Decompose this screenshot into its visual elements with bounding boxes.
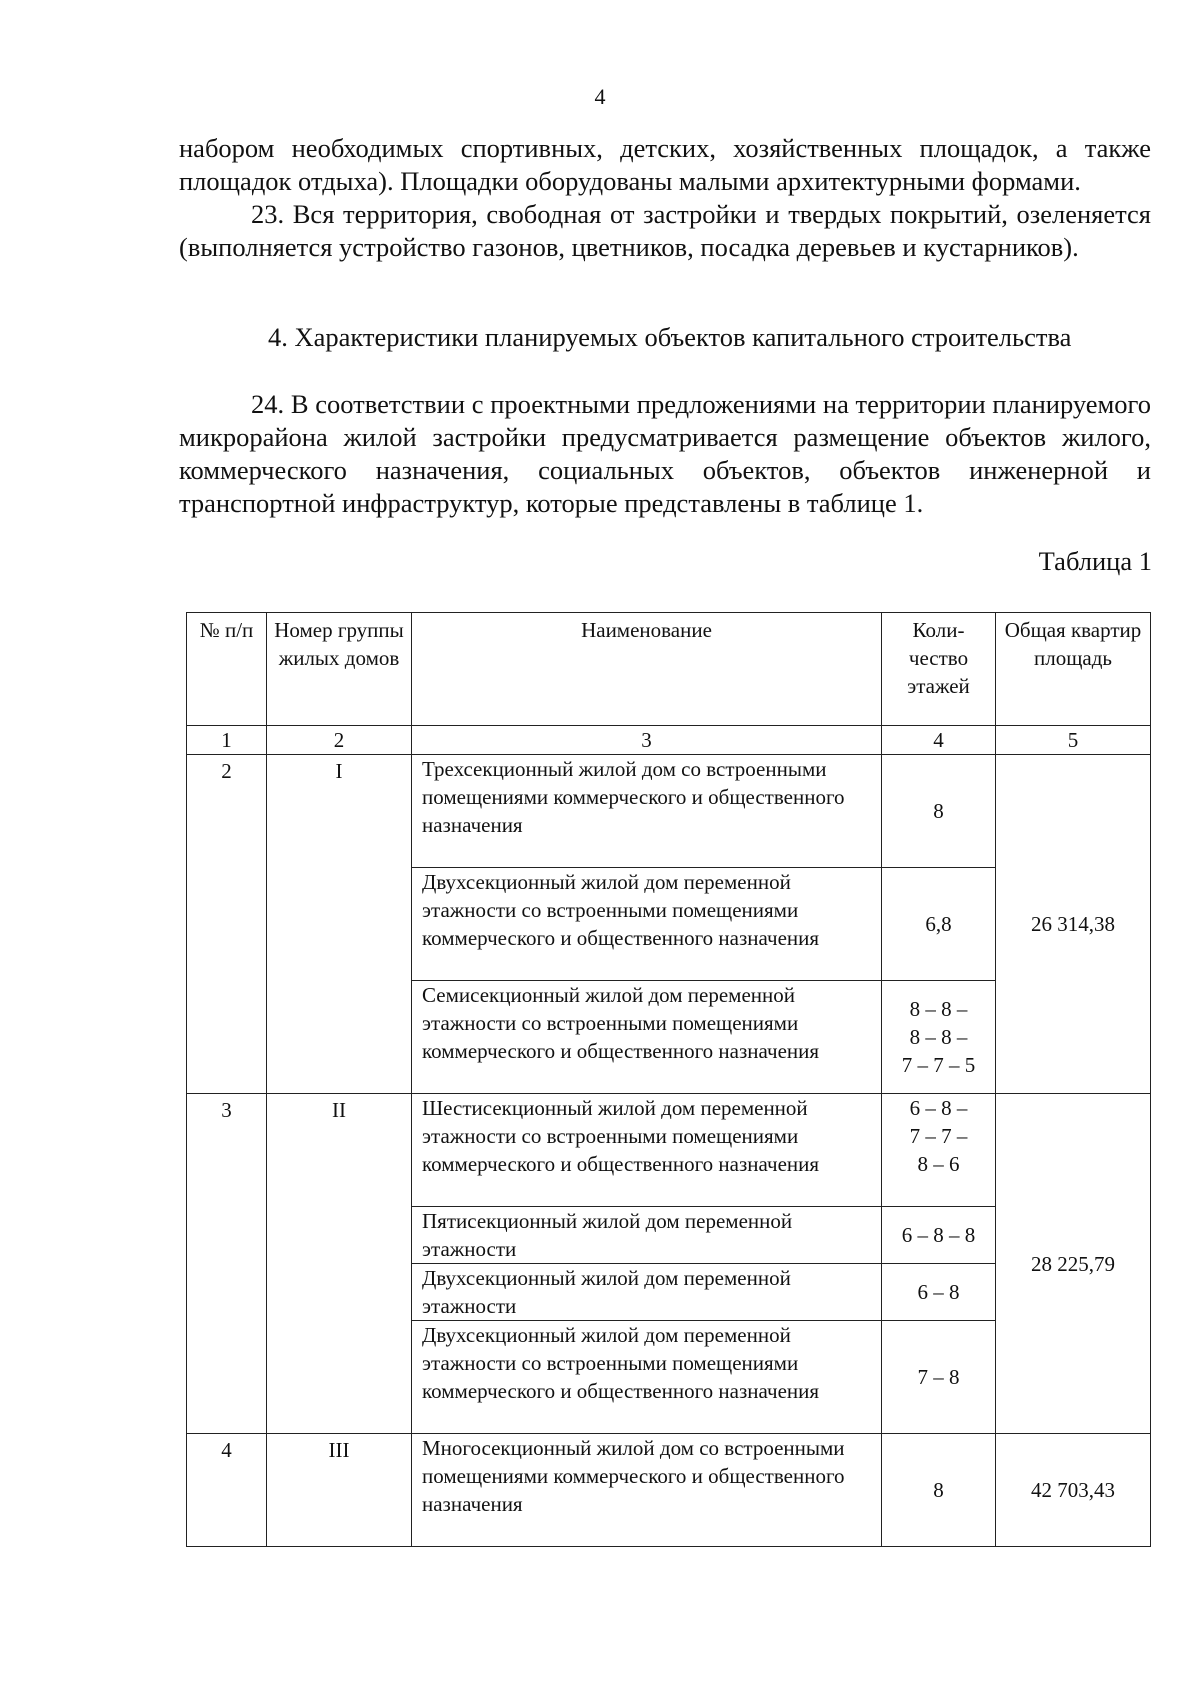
floors-value [882,1321,996,1434]
floors-line: 8 [933,799,944,823]
floors-value [882,1207,996,1264]
floors-value [882,868,996,981]
floors-line: 7 – 7 – [909,1124,968,1148]
building-name: Многосекционный жилой дом со встроенными помещениями коммерческого и общественного назначения [412,1434,882,1547]
group-number: I [267,755,412,1094]
floors-line: 8 – 6 [917,1152,960,1176]
header-area: Общая квартир площадь [996,613,1151,726]
building-name: Шестисекционный жилой дом переменной этажности со встроенными помещениями коммерческого и общественного назначения [412,1094,882,1207]
floors-line: 6 – 8 – 8 [901,1223,976,1247]
paragraph-23: 23. Вся территория, свободная от застройки и твердых покрытий, озеленяется (выполняется устройство газонов, цветников, посадка деревьев и кустарников). [179,199,1151,262]
group-number: III [267,1434,412,1547]
floors-value [882,1434,996,1547]
buildings-table [186,612,1151,1547]
floors-line: 7 – 7 – 5 [901,1053,976,1077]
paragraph-continuation: набором необходимых спортивных, детских, хозяйственных площадок, а также площадок отдыха). Площадки оборудованы малыми архитектурными формами. [179,133,1151,196]
section-heading: 4. Характеристики планируемых объектов капитального строительства [268,322,1072,352]
col-number: 1 [187,726,267,755]
table-row [187,755,1151,868]
header-group: Номер группы жилых домов [267,613,412,726]
table-header-row [187,613,1151,726]
floors-line: 6 – 8 – [909,1096,968,1120]
building-name: Пятисекционный жилой дом переменной этажности [412,1207,882,1264]
building-name: Семисекционный жилой дом переменной этажности со встроенными помещениями коммерческого и общественного назначения [412,981,882,1094]
table-row [187,1434,1151,1547]
header-floors: Коли-чество этажей [882,613,996,726]
row-number: 3 [187,1094,267,1434]
group-number: II [267,1094,412,1434]
building-name: Двухсекционный жилой дом переменной этажности со встроенными помещениями коммерческого и общественного назначения [412,868,882,981]
floors-line: 6 – 8 [917,1280,960,1304]
page-number: 4 [594,84,606,109]
col-number: 3 [412,726,882,755]
header-name: Наименование [412,613,882,726]
row-number: 4 [187,1434,267,1547]
area-value: 28 225,79 [996,1094,1151,1434]
floors-line: 7 – 8 [917,1365,960,1389]
col-number: 4 [882,726,996,755]
row-number: 2 [187,755,267,1094]
area-value: 42 703,43 [996,1434,1151,1547]
floors-value [882,755,996,868]
floors-value [882,981,996,1094]
floors-line: 8 – 8 – [909,1025,968,1049]
floors-value [882,1264,996,1321]
column-numbers-row [187,726,1151,755]
building-name: Двухсекционный жилой дом переменной этажности [412,1264,882,1321]
table-label: Таблица 1 [1038,546,1152,576]
area-value: 26 314,38 [996,755,1151,1094]
header-no: № п/п [187,613,267,726]
col-number: 5 [996,726,1151,755]
building-name: Трехсекционный жилой дом со встроенными помещениями коммерческого и общественного назначения [412,755,882,868]
floors-line: 6,8 [925,912,952,936]
col-number: 2 [267,726,412,755]
building-name: Двухсекционный жилой дом переменной этажности со встроенными помещениями коммерческого и общественного назначения [412,1321,882,1434]
floors-value [882,1094,996,1207]
floors-line: 8 – 8 – [909,997,968,1021]
paragraph-24: 24. В соответствии с проектными предложениями на территории планируемого микрорайона жилой застройки предусматривается размещение объектов жилого, коммерческого назначения, социальных объектов, объектов инженерной и транспортной инфраструктур, которые представлены в таблице 1. [179,389,1151,518]
table-row [187,1094,1151,1207]
floors-line: 8 [933,1478,944,1502]
